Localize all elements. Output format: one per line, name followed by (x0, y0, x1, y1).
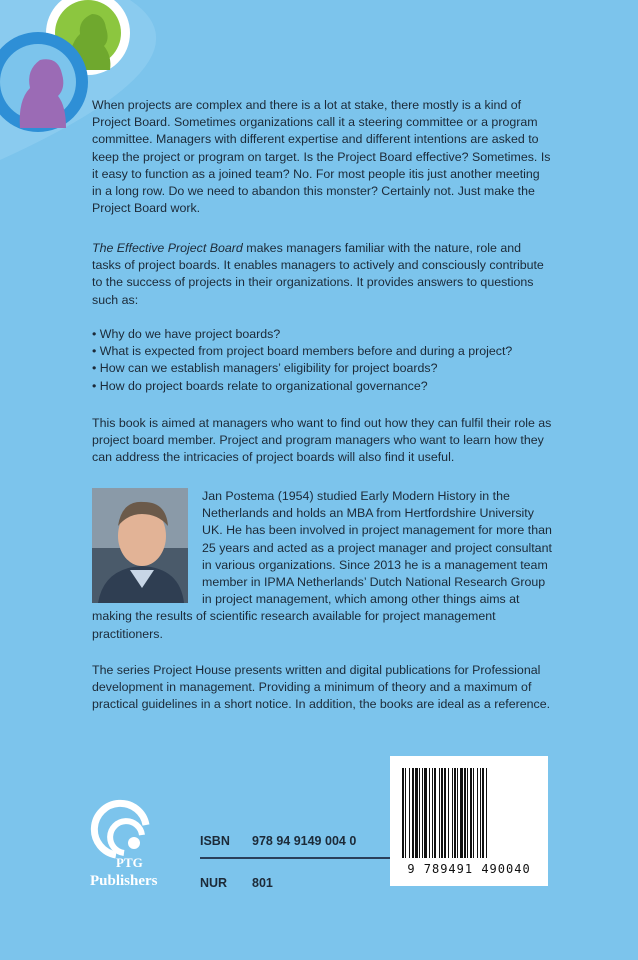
barcode-bar (486, 768, 487, 858)
list-item: • How do project boards relate to organizational governance? (92, 378, 428, 393)
barcode-bar (448, 768, 449, 858)
barcode (390, 756, 548, 886)
question-list (92, 326, 552, 395)
barcode-bar (441, 768, 443, 858)
barcode-bar (464, 768, 466, 858)
barcode-bar (434, 768, 436, 858)
barcode-bar (470, 768, 472, 858)
barcode-bar (419, 768, 420, 858)
barcode-bars (390, 756, 548, 862)
barcode-bar (473, 768, 474, 858)
barcode-digits: 9 789491 490040 (407, 862, 531, 876)
author-photo (92, 488, 188, 603)
barcode-bar (405, 768, 406, 858)
barcode-bar (460, 768, 463, 858)
nur-value: 801 (252, 876, 273, 890)
barcode-bar (415, 768, 418, 858)
isbn-value: 978 94 9149 004 0 (252, 834, 357, 848)
barcode-bar (457, 768, 458, 858)
list-item: • How can we establish managers’ eligibility for project boards? (92, 361, 438, 376)
barcode-bar (454, 768, 456, 858)
barcode-bar (429, 768, 430, 858)
barcode-bar (482, 768, 484, 858)
barcode-bar (412, 768, 414, 858)
nur-label: NUR (200, 876, 228, 890)
barcode-bar (480, 768, 481, 858)
barcode-bar (439, 768, 440, 858)
audience-paragraph: This book is aimed at managers who want to find out how they can fulfil their role as project board member. Project and program managers who want to learn how they can address the intricacies of project boards will also find it useful. (92, 416, 552, 465)
author-bio: Jan Postema (1954) studied Early Modern History in the Netherlands and holds an MBA from Hertfordshire University UK. He has been involved in project management for more than 25 years and acted as a project manager and project consultant in various organizations. Since 2013 he is a management team member in IPMA Netherlands’ Dutch National Research Group in project management, which among other things aims at making the results of scientific research available for project management practitioners. (92, 489, 552, 641)
barcode-bar (424, 768, 427, 858)
barcode-bar (467, 768, 468, 858)
intro-paragraph: When projects are complex and there is a lot at stake, there mostly is a kind of Project Board. Sometimes organizations call it a steering committee or a program committee. Managers with different expertise and different intentions are asked to keep the project or program on target. Is the Project Board effective? Sometimes. Is it easy to function as a joined team? No. For most people itis just another meeting in a long row. Do we need to abandon this monster? Certainly not. Just make the Project Board work. (92, 98, 551, 216)
logo-text-publishers: Publishers (90, 873, 158, 889)
description-paragraph (92, 240, 552, 309)
list-item: • What is expected from project board members before and during a project? (92, 344, 513, 359)
logo-text-ptg: PTG (116, 855, 143, 870)
list-item: • Why do we have project boards? (92, 327, 281, 341)
description-text: makes managers familiar with the nature, role and tasks of project boards. It enables managers to actively and consciously contribute to the success of projects in their organizations. It provides answers to questions such as: (92, 241, 544, 307)
barcode-bar (444, 768, 446, 858)
isbn-label: ISBN (200, 834, 230, 848)
barcode-bar (422, 768, 423, 858)
barcode-bar (432, 768, 433, 858)
divider (200, 857, 390, 859)
book-title: The Effective Project Board (92, 241, 243, 255)
barcode-bar (477, 768, 478, 858)
series-paragraph: The series Project House presents written and digital publications for Professional development in management. Providing a minimum of theory and a maximum of practical guidelines in a short notice. In addition, the books are ideal as a reference. (92, 663, 551, 712)
barcode-bar (452, 768, 453, 858)
barcode-bar (409, 768, 410, 858)
barcode-bar (402, 768, 404, 858)
author-section (92, 488, 552, 643)
